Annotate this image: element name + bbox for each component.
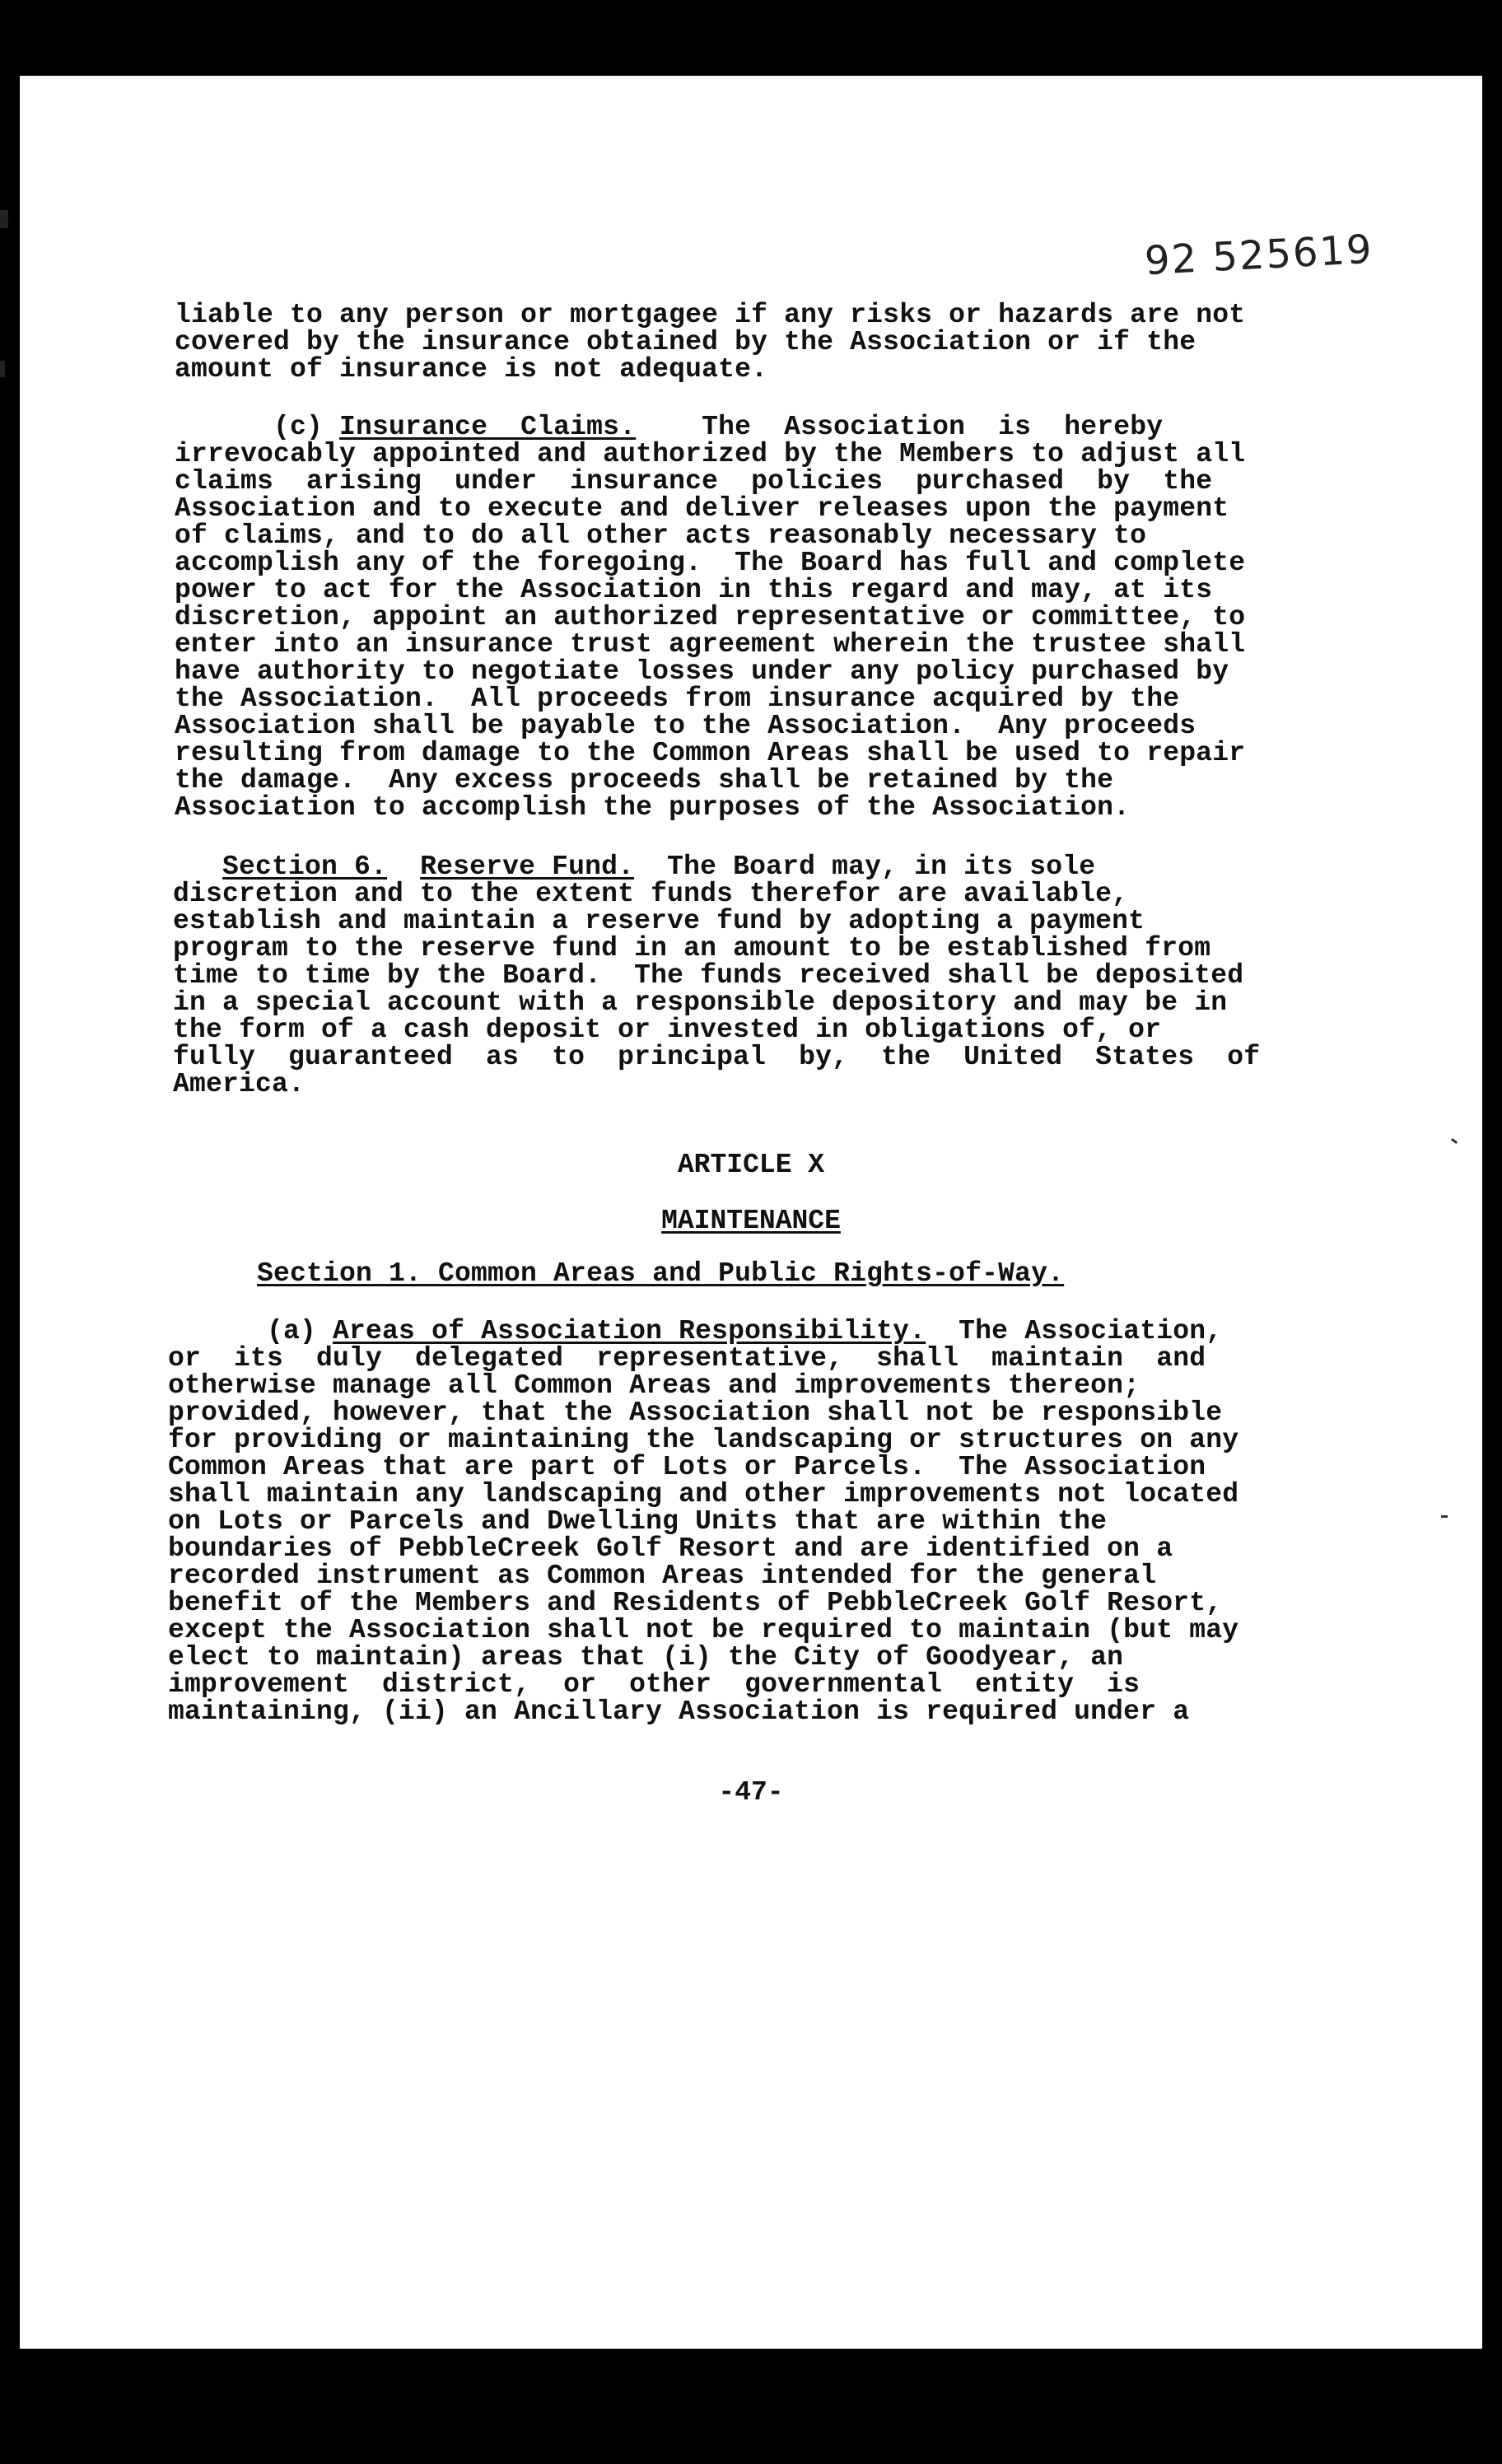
section-heading: Reserve Fund. [420, 852, 635, 882]
text-line: Association and to execute and deliver releases upon the payment [175, 493, 1229, 524]
text-line: program to the reserve fund in an amount to be established from [173, 933, 1211, 964]
text-line: the damage. Any excess proceeds shall be retained by the [175, 765, 1114, 796]
scan-edge-mark [0, 210, 8, 228]
text-line: enter into an insurance trust agreement wherein the trustee shall [175, 629, 1246, 660]
text-line: shall maintain any landscaping and other improvements not located [168, 1479, 1239, 1510]
scan-edge-mark [0, 361, 5, 377]
text-line: claims arising under insurance policies purchased by the [175, 466, 1213, 497]
para-prefix: (a) [267, 1316, 334, 1346]
page-number: -47- [718, 1777, 784, 1808]
text-line: Association shall be payable to the Association. Any proceeds [175, 711, 1196, 741]
article-number: ARTICLE X [677, 1150, 825, 1180]
paragraph-insurance-claims: (c) Insurance Claims. The Association is hereby irrevocably appointed and authorized by the Members to adjust all claims arising under insurance policies purchased by the Association and to execute and deliver releases upon the payment of claims, and to do all other acts reasonably necessary to accomplish any of the foregoing. The Board has full and complete power to act for the Association in this regard and may, at its discretion, appoint an authorized representative or committee, to enter into an insurance trust agreement wherein the trustee shall have authority to negotiate losses under any policy purchased by the Association. All proceeds from insurance acquired by the Association shall be payable to the Association. Any proceeds resulting from damage to the Common Areas shall be used to repair the damage. Any excess proceeds shall be retained by the Association to accomplish the purposes of the Association. [175, 412, 1246, 823]
text-line: maintaining, (ii) an Ancillary Association is required under a [168, 1696, 1190, 1727]
section-6-reserve-fund: Section 6. Reserve Fund. The Board may, in its sole discretion and to the extent funds therefor are available, establish and maintain a reserve fund by adopting a payment program to the reserve fund in an amount to be established from time to time by the Board. The funds received shall be deposited in a special account with a responsible depository and may be in the form of a cash deposit or invested in obligations of, or fully guaranteed as to principal by, the United States of America. [173, 852, 1261, 1099]
paragraph-association-responsibility: (a) Areas of Association Responsibility. The Association, or its duly delegated representative, shall maintain and otherwise manage all Common Areas and improvements thereon; provided, however, that the Association shall not be responsible for providing or maintaining the landscaping or structures on any Common Areas that are part of Lots or Parcels. The Association shall maintain any landscaping and other improvements not located on Lots or Parcels and Dwelling Units that are within the boundaries of PebbleCreek Golf Resort and are identified on a recorded instrument as Common Areas intended for the general benefit of the Members and Residents of PebbleCreek Golf Resort, except the Association shall not be required to maintain (but may elect to maintain) areas that (i) the City of Goodyear, an improvement district, or other governmental entity is maintaining, (ii) an Ancillary Association is required under a [168, 1316, 1239, 1727]
text-line: except the Association shall not be required to maintain (but may [168, 1615, 1239, 1645]
text-line: for providing or maintaining the landscaping or structures on any [168, 1425, 1239, 1455]
text-line: amount of insurance is not adequate. [175, 354, 768, 385]
text-line: liable to any person or mortgagee if any risks or hazards are not [175, 300, 1246, 330]
para-prefix: (c) [273, 412, 340, 442]
scan-tick [1441, 1515, 1448, 1518]
text-line: discretion, appoint an authorized representative or committee, to [175, 602, 1246, 632]
section-number: Section 6. [222, 852, 388, 882]
section-1-heading: Section 1. Common Areas and Public Rights-of-Way. [257, 1258, 1065, 1289]
text-line: resulting from damage to the Common Areas shall be used to repair [175, 738, 1246, 768]
text-line: Association to accomplish the purposes of the Association. [175, 792, 1131, 823]
text-line: or its duly delegated representative, shall maintain and [168, 1343, 1206, 1374]
text-line: power to act for the Association in this regard and may, at its [175, 575, 1213, 605]
text-line: the Association. All proceeds from insurance acquired by the [175, 684, 1180, 714]
text-line: boundaries of PebbleCreek Golf Resort and are identified on a [168, 1533, 1173, 1564]
text-line: provided, however, that the Association shall not be responsible [168, 1398, 1223, 1428]
text-line: otherwise manage all Common Areas and improvements thereon; [168, 1370, 1140, 1401]
text-line: accomplish any of the foregoing. The Board has full and complete [175, 548, 1246, 578]
text-line: establish and maintain a reserve fund by adopting a payment [173, 906, 1145, 936]
text-line: in a special account with a responsible depository and may be in [173, 987, 1228, 1018]
text-line: elect to maintain) areas that (i) the City of Goodyear, an [168, 1642, 1124, 1673]
text-line: recorded instrument as Common Areas intended for the general [168, 1561, 1157, 1591]
article-title: MAINTENANCE [661, 1206, 841, 1236]
text-line: irrevocably appointed and authorized by the Members to adjust all [175, 439, 1246, 469]
text-line: discretion and to the extent funds therefor are available, [173, 879, 1129, 909]
text-line: improvement district, or other governmental entity is [168, 1669, 1140, 1700]
text-line: America. [173, 1069, 306, 1099]
paragraph-heading: Areas of Association Responsibility. [333, 1316, 926, 1346]
text-line: the form of a cash deposit or invested in obligations of, or [173, 1015, 1162, 1045]
text-line: time to time by the Board. The funds received shall be deposited [173, 960, 1244, 991]
text-line: Common Areas that are part of Lots or Parcels. The Association [168, 1452, 1206, 1482]
text-line: benefit of the Members and Residents of PebbleCreek Golf Resort, [168, 1588, 1223, 1618]
text-line: fully guaranteed as to principal by, the United States of [173, 1042, 1261, 1072]
scan-border [0, 1945, 18, 2283]
document-number: 92 525619 [1143, 226, 1374, 285]
text-line: have authority to negotiate losses under any policy purchased by [175, 656, 1229, 687]
text-line: covered by the insurance obtained by the Association or if the [175, 327, 1196, 357]
paragraph-heading: Insurance Claims. [339, 412, 637, 442]
paragraph-continuation [175, 301, 1245, 383]
text-line: on Lots or Parcels and Dwelling Units that are within the [168, 1506, 1108, 1537]
text-line: of claims, and to do all other acts reasonably necessary to [175, 520, 1147, 551]
